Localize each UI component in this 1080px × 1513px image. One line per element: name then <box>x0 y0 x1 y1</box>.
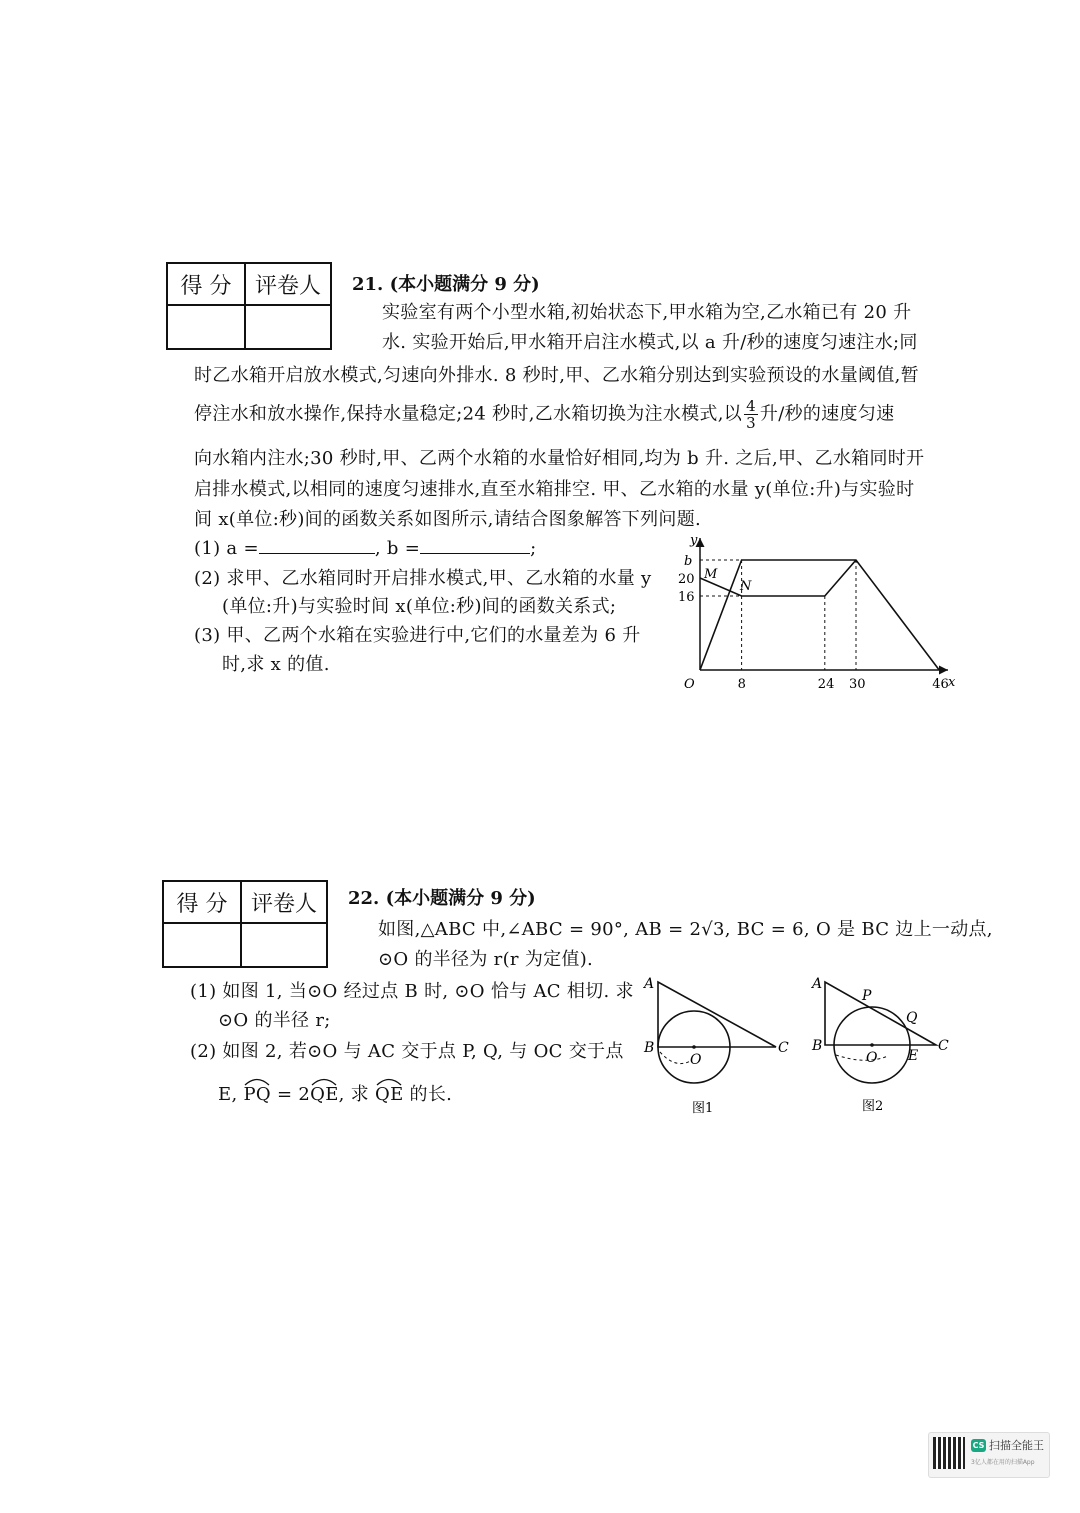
camscanner-logo-icon: CS <box>972 1441 985 1450</box>
part1-a-label: (1) a = <box>194 538 259 559</box>
q21-line-5: 向水箱内注水;30 秒时,甲、乙两个水箱的水量恰好相同,均为 b 升. 之后,甲、乙水箱同时开 <box>194 448 925 469</box>
answer-blank-b[interactable] <box>420 537 530 554</box>
part2-mid: , 求 <box>338 1084 376 1105</box>
fig1-label-o: O <box>690 1052 702 1068</box>
score-cell <box>167 305 245 349</box>
arc-qe-2-label: QE <box>375 1084 404 1105</box>
center-point <box>692 1045 696 1049</box>
arc-equals: = 2 <box>270 1084 311 1105</box>
fig2-label-b: B <box>812 1038 823 1054</box>
arc-pq-label: PQ <box>243 1084 271 1105</box>
arc-mark-icon <box>310 1076 338 1086</box>
fig2-label-q: Q <box>906 1010 918 1026</box>
part2-end: 的长. <box>403 1084 453 1105</box>
scanner-watermark <box>928 1432 1050 1478</box>
triangle-abc <box>658 982 776 1047</box>
fig2-label-c: C <box>938 1038 949 1054</box>
score-box-21 <box>166 262 332 350</box>
arc-mark-icon <box>243 1076 271 1086</box>
fig2-label-e: E <box>908 1048 919 1064</box>
q22-part-2-line-1: (2) 如图 2, 若⊙O 与 AC 交于点 P, Q, 与 OC 交于点 <box>190 1041 624 1062</box>
score-box-22 <box>162 880 328 968</box>
graph-guides <box>700 560 856 670</box>
fraction-denominator: 3 <box>746 414 756 432</box>
q21-function-graph <box>670 530 960 700</box>
x-axis-label: x <box>948 675 956 690</box>
q21-line-1: 实验室有两个小型水箱,初始状态下,甲水箱为空,乙水箱已有 20 升 <box>382 302 912 323</box>
q21-line-4 <box>194 398 894 431</box>
fig2-caption: 图2 <box>862 1099 884 1114</box>
center-point <box>870 1043 874 1047</box>
arc-qe-label: QE <box>310 1084 339 1105</box>
triangle-abc <box>825 982 936 1045</box>
fig2-label-p: P <box>862 988 872 1004</box>
grader-label: 评卷人 <box>241 881 327 923</box>
q21-line-4-after: 升/秒的速度匀速 <box>759 403 895 425</box>
q22-part-1-line-1: (1) 如图 1, 当⊙O 经过点 B 时, ⊙O 恰与 AC 相切. 求 <box>190 981 634 1002</box>
y-tick-label: 16 <box>678 590 695 605</box>
scanner-tagline: 3亿人都在用的扫描App <box>971 1459 1035 1466</box>
qr-code-icon <box>933 1437 965 1469</box>
series-line-1 <box>700 560 939 670</box>
part1-end: ; <box>530 538 537 559</box>
q22-part-2-line-2 <box>218 1080 452 1106</box>
x-tick-label: 46 <box>932 677 949 692</box>
arc-qe <box>310 1084 339 1105</box>
q21-part-3-line-1: (3) 甲、乙两个水箱在实验进行中,它们的水量差为 6 升 <box>194 625 641 646</box>
x-tick-label: 24 <box>817 677 835 692</box>
scanner-brand: 扫描全能王 <box>989 1439 1044 1452</box>
point-label-n: N <box>740 579 752 594</box>
point-label-m: M <box>704 567 718 582</box>
fig2-label-a: A <box>812 976 823 992</box>
q21-part-3-line-2: 时,求 x 的值. <box>222 654 330 675</box>
q21-part-1 <box>194 537 537 559</box>
dashed-arc <box>660 1052 692 1064</box>
x-tick-label: 30 <box>849 677 866 692</box>
x-tick-label: O <box>684 677 695 692</box>
q21-line-3: 时乙水箱开启放水模式,匀速向外排水. 8 秒时,甲、乙水箱分别达到实验预设的水量阈值,暂 <box>194 365 919 386</box>
part2-e-prefix: E, <box>218 1084 244 1105</box>
score-cell <box>163 923 241 967</box>
q22-figure-2 <box>806 970 956 1130</box>
q21-line-6: 启排水模式,以相同的速度匀速排水,直至水箱排空. 甲、乙水箱的水量 y(单位:升)与实验时 <box>194 479 915 500</box>
q21-part-2-line-2: (单位:升)与实验时间 x(单位:秒)间的函数关系式; <box>222 596 617 617</box>
q21-line-4-before: 停注水和放水操作,保持水量稳定;24 秒时,乙水箱切换为注水模式,以 <box>194 403 743 425</box>
grader-cell <box>245 305 331 349</box>
y-tick-label: b <box>684 554 693 569</box>
arc-qe-2 <box>375 1084 404 1105</box>
arc-mark-icon <box>375 1076 403 1086</box>
fraction-numerator: 4 <box>746 397 756 415</box>
dashed-arc <box>836 1055 888 1060</box>
answer-blank-a[interactable] <box>259 537 375 554</box>
grader-label: 评卷人 <box>245 263 331 305</box>
fig1-label-c: C <box>778 1040 789 1056</box>
y-axis-label: y <box>690 533 698 548</box>
q21-line-7: 间 x(单位:秒)间的函数关系如图所示,请结合图象解答下列问题. <box>194 509 702 530</box>
score-label: 得 分 <box>163 881 241 923</box>
grader-cell <box>241 923 327 967</box>
y-tick-label: 20 <box>678 572 695 587</box>
q22-figure-1 <box>636 970 796 1130</box>
q22-part-1-line-2: ⊙O 的半径 r; <box>218 1010 331 1031</box>
fig1-caption: 图1 <box>692 1101 714 1116</box>
q21-header: 21. (本小题满分 9 分) <box>352 274 540 295</box>
graph-series <box>700 560 939 670</box>
fraction-four-thirds <box>744 398 758 431</box>
q22-header: 22. (本小题满分 9 分) <box>348 888 536 909</box>
series-line-2 <box>700 560 856 596</box>
q21-line-2: 水. 实验开始后,甲水箱开启注水模式,以 a 升/秒的速度匀速注水;同 <box>382 332 918 353</box>
q21-part-2-line-1: (2) 求甲、乙水箱同时开启排水模式,甲、乙水箱的水量 y <box>194 568 652 589</box>
fig2-label-o: O <box>866 1050 878 1066</box>
x-tick-label: 8 <box>737 677 746 692</box>
part1-b-label: , b = <box>374 538 421 559</box>
fig1-label-b: B <box>644 1040 655 1056</box>
fig1-label-a: A <box>644 976 655 992</box>
q22-line-2: ⊙O 的半径为 r(r 为定值). <box>378 949 594 970</box>
arc-pq <box>243 1084 270 1105</box>
q22-line-1: 如图,△ABC 中,∠ABC = 90°, AB = 2√3, BC = 6, O 是 BC 边上一动点, <box>378 919 993 940</box>
score-label: 得 分 <box>167 263 245 305</box>
